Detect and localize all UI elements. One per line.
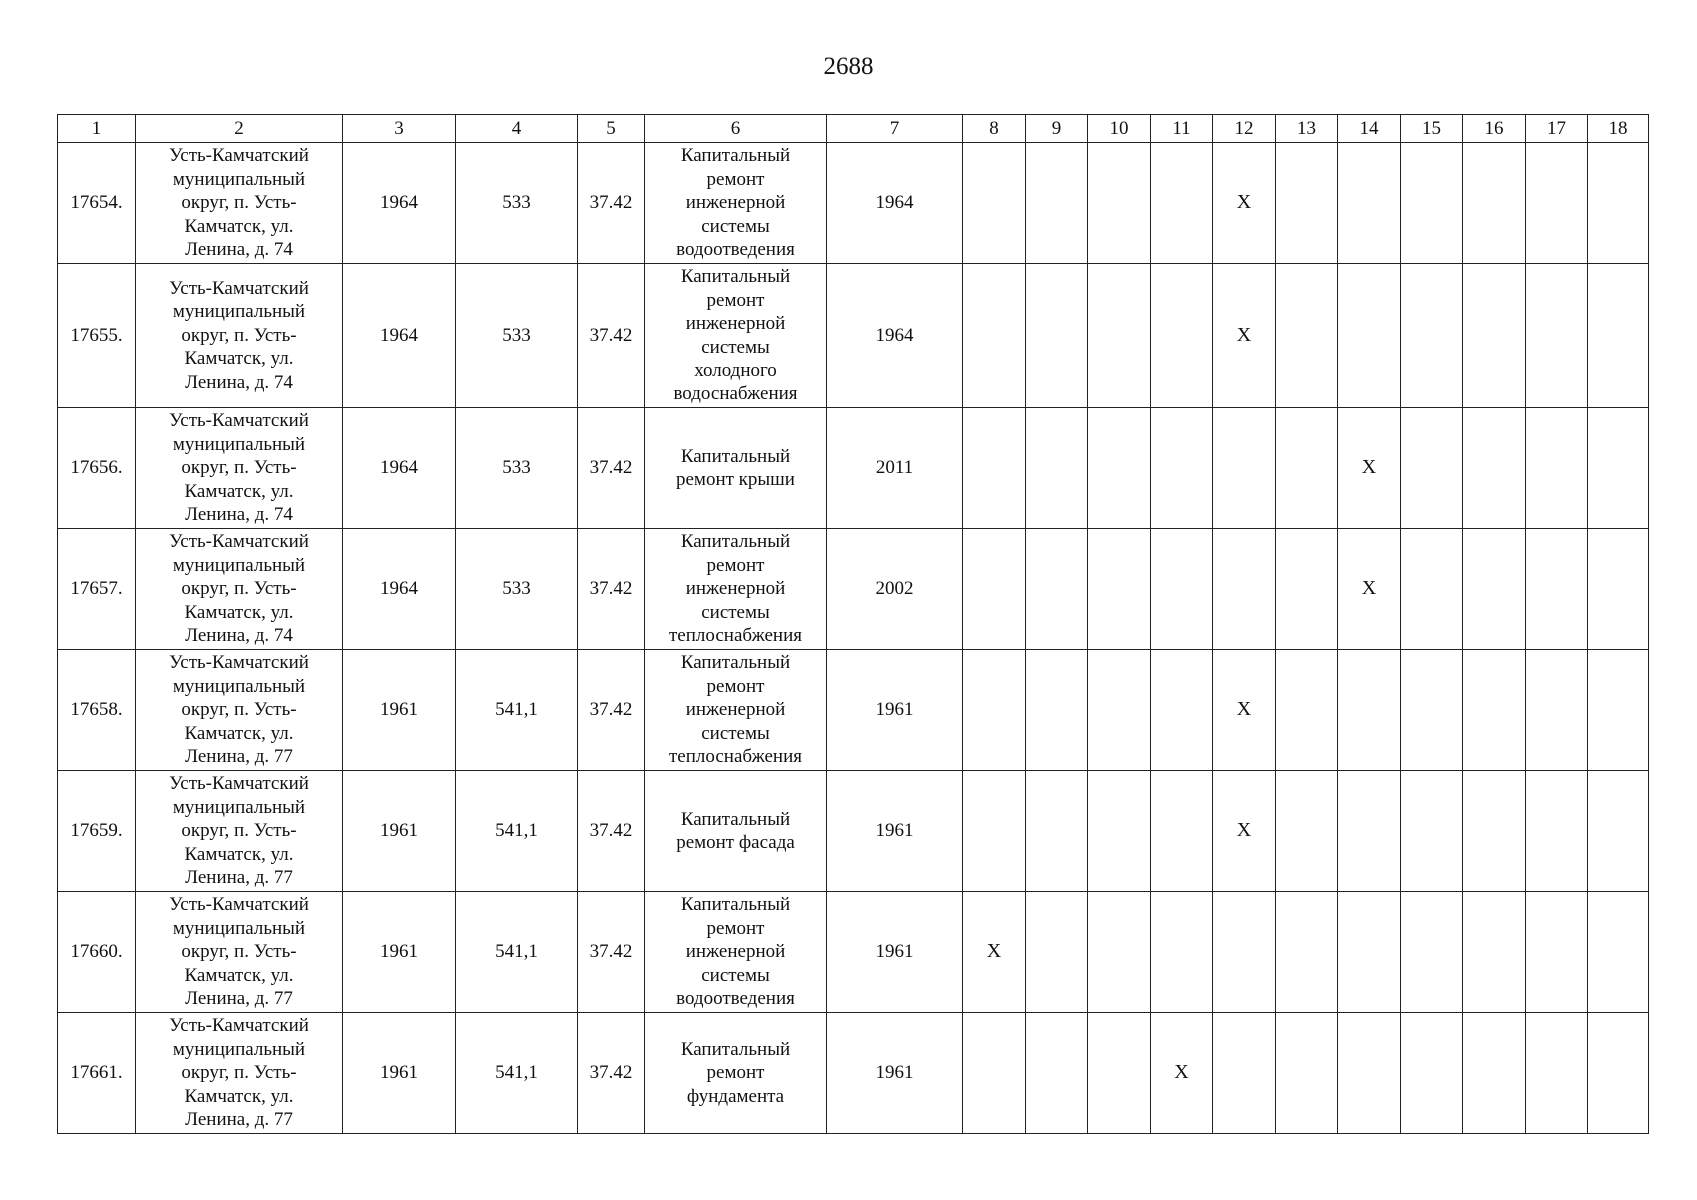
column-header-13: 13: [1276, 115, 1338, 143]
row-number-cell: 17658.: [58, 650, 136, 771]
period-mark: X: [1361, 577, 1377, 600]
period-mark: X: [1361, 456, 1377, 479]
period-cell-8: [963, 264, 1026, 408]
address-cell-line: округ, п. Усть-: [181, 457, 297, 479]
work-type-cell-line: ремонт фасада: [676, 832, 795, 853]
address-cell-line: округ, п. Усть-: [181, 699, 297, 721]
year-built-cell: 1961: [343, 1013, 456, 1134]
year-built-cell: 1961: [343, 892, 456, 1013]
period-cell-13: [1276, 143, 1338, 264]
code-cell: 37.42: [578, 771, 645, 892]
area-cell: 541,1: [456, 650, 578, 771]
column-header-4: 4: [456, 115, 578, 143]
period-cell-13: [1276, 1013, 1338, 1134]
period-cell-9: [1026, 143, 1088, 264]
address-cell-line: муниципальный: [172, 675, 306, 697]
period-cell-16: [1463, 1013, 1526, 1134]
address-cell-line: округ, п. Усть-: [181, 820, 297, 842]
row-number-cell: 17659.: [58, 771, 136, 892]
address-cell-line: Ленина, д. 77: [185, 1109, 293, 1131]
address-cell: [136, 771, 343, 892]
column-header-14: 14: [1338, 115, 1401, 143]
period-cell-16: [1463, 892, 1526, 1013]
work-type-cell-line: инженерной: [685, 941, 786, 963]
address-cell-line: Камчатск, ул.: [184, 480, 294, 502]
period-mark: X: [1236, 191, 1252, 214]
address-cell-line: округ, п. Усть-: [181, 941, 297, 963]
area-cell: 541,1: [456, 771, 578, 892]
work-type-cell-line: ремонт: [706, 554, 765, 576]
period-mark-cell-14: [1338, 529, 1401, 650]
work-type-cell-line: Капитальный: [680, 652, 791, 674]
column-header-7: 7: [827, 115, 963, 143]
work-type-cell: [645, 892, 827, 1013]
period-mark-cell-14: [1338, 408, 1401, 529]
column-header-15: 15: [1401, 115, 1463, 143]
address-cell-line: Камчатск, ул.: [184, 215, 294, 237]
period-cell-14: [1338, 650, 1401, 771]
period-cell-11: [1151, 771, 1213, 892]
period-mark-cell-12: [1213, 264, 1276, 408]
period-cell-8: [963, 1013, 1026, 1134]
period-cell-16: [1463, 771, 1526, 892]
period-cell-17: [1526, 408, 1588, 529]
period-cell-10: [1088, 529, 1151, 650]
period-cell-15: [1401, 264, 1463, 408]
period-cell-11: [1151, 650, 1213, 771]
address-cell-line: Камчатск, ул.: [184, 722, 294, 744]
period-cell-10: [1088, 143, 1151, 264]
period-cell-14: [1338, 143, 1401, 264]
work-type-cell-line: инженерной: [685, 313, 786, 335]
area-cell: 533: [456, 408, 578, 529]
period-cell-13: [1276, 892, 1338, 1013]
address-cell-line: Усть-Камчатский: [169, 894, 309, 916]
row-number-cell: 17654.: [58, 143, 136, 264]
address-cell-line: округ, п. Усть-: [181, 324, 297, 346]
period-mark: X: [1174, 1061, 1189, 1084]
period-cell-18: [1588, 1013, 1649, 1134]
last-repair-year-cell: 2011: [827, 408, 963, 529]
address-cell-line: Усть-Камчатский: [169, 1015, 309, 1037]
period-cell-17: [1526, 650, 1588, 771]
repair-register-table: [57, 114, 1649, 1134]
column-header-1: 1: [58, 115, 136, 143]
table-body: [58, 143, 1649, 1134]
table-row: [58, 264, 1649, 408]
address-cell: [136, 529, 343, 650]
period-mark-cell-12: [1213, 143, 1276, 264]
address-cell-line: Усть-Камчатский: [169, 773, 309, 795]
period-cell-9: [1026, 650, 1088, 771]
column-header-18: 18: [1588, 115, 1649, 143]
column-number-header-row: [58, 115, 1649, 143]
period-cell-8: [963, 529, 1026, 650]
work-type-cell-line: водоотведения: [676, 988, 795, 1010]
column-header-12: 12: [1213, 115, 1276, 143]
work-type-cell: [645, 650, 827, 771]
work-type-cell-line: системы: [701, 601, 770, 623]
year-built-cell: 1964: [343, 408, 456, 529]
work-type-cell: [645, 1013, 827, 1134]
row-number-cell: 17657.: [58, 529, 136, 650]
work-type-cell-line: фундамента: [686, 1085, 785, 1107]
address-cell-line: округ, п. Усть-: [181, 1062, 297, 1084]
address-cell-line: Ленина, д. 77: [185, 988, 293, 1010]
address-cell-line: округ, п. Усть-: [181, 192, 297, 214]
year-built-cell: 1961: [343, 650, 456, 771]
period-cell-18: [1588, 529, 1649, 650]
last-repair-year-cell: 1961: [827, 1013, 963, 1134]
period-cell-9: [1026, 264, 1088, 408]
period-cell-16: [1463, 408, 1526, 529]
code-cell: 37.42: [578, 650, 645, 771]
work-type-cell: [645, 408, 827, 529]
period-cell-14: [1338, 264, 1401, 408]
period-cell-18: [1588, 408, 1649, 529]
last-repair-year-cell: 1961: [827, 650, 963, 771]
row-number-cell: 17660.: [58, 892, 136, 1013]
work-type-cell: [645, 529, 827, 650]
area-cell: 533: [456, 143, 578, 264]
period-cell-18: [1588, 892, 1649, 1013]
work-type-cell: [645, 143, 827, 264]
address-cell-line: Ленина, д. 74: [185, 239, 293, 261]
year-built-cell: 1964: [343, 143, 456, 264]
period-mark: X: [1236, 819, 1252, 842]
work-type-cell-line: Капитальный: [680, 1038, 791, 1060]
period-cell-15: [1401, 771, 1463, 892]
work-type-cell-line: ремонт: [706, 675, 765, 697]
last-repair-year-cell: 1964: [827, 264, 963, 408]
address-cell-line: Ленина, д. 77: [185, 746, 293, 768]
area-cell: 533: [456, 529, 578, 650]
address-cell-line: муниципальный: [172, 301, 306, 323]
work-type-cell-line: водоотведения: [676, 239, 795, 261]
period-cell-13: [1276, 264, 1338, 408]
table-row: [58, 143, 1649, 264]
address-cell-line: Усть-Камчатский: [169, 145, 309, 167]
period-cell-13: [1276, 529, 1338, 650]
work-type-cell-line: теплоснабжения: [669, 625, 802, 647]
address-cell: [136, 264, 343, 408]
address-cell-line: Камчатск, ул.: [184, 964, 294, 986]
period-cell-13: [1276, 771, 1338, 892]
period-cell-9: [1026, 408, 1088, 529]
period-cell-9: [1026, 771, 1088, 892]
period-mark: X: [1236, 698, 1252, 721]
table-row: [58, 650, 1649, 771]
table-row: [58, 771, 1649, 892]
period-mark-cell-12: [1213, 771, 1276, 892]
period-cell-9: [1026, 529, 1088, 650]
period-mark: X: [986, 940, 1002, 963]
period-cell-15: [1401, 408, 1463, 529]
work-type-cell-line: водоснабжения: [673, 383, 798, 405]
period-cell-15: [1401, 892, 1463, 1013]
column-header-3: 3: [343, 115, 456, 143]
period-cell-8: [963, 143, 1026, 264]
period-cell-8: [963, 771, 1026, 892]
period-cell-17: [1526, 264, 1588, 408]
table-row: [58, 1013, 1649, 1134]
period-cell-18: [1588, 771, 1649, 892]
period-cell-12: [1213, 892, 1276, 1013]
period-cell-13: [1276, 650, 1338, 771]
work-type-cell-line: системы: [701, 964, 770, 986]
period-cell-17: [1526, 771, 1588, 892]
address-cell: [136, 143, 343, 264]
address-cell-line: Усть-Камчатский: [169, 652, 309, 674]
work-type-cell-line: Капитальный: [680, 894, 791, 916]
period-cell-9: [1026, 892, 1088, 1013]
column-header-17: 17: [1526, 115, 1588, 143]
period-cell-11: [1151, 892, 1213, 1013]
code-cell: 37.42: [578, 408, 645, 529]
work-type-cell: [645, 771, 827, 892]
work-type-cell-line: холодного: [694, 359, 777, 381]
code-cell: 37.42: [578, 892, 645, 1013]
period-cell-15: [1401, 529, 1463, 650]
column-header-10: 10: [1088, 115, 1151, 143]
page-number: 2688: [823, 53, 874, 80]
period-mark-cell-11: [1151, 1013, 1213, 1134]
period-cell-11: [1151, 529, 1213, 650]
period-cell-10: [1088, 892, 1151, 1013]
period-cell-16: [1463, 143, 1526, 264]
address-cell-line: Ленина, д. 74: [185, 625, 293, 647]
address-cell-line: Усть-Камчатский: [169, 531, 309, 553]
period-cell-10: [1088, 1013, 1151, 1134]
period-mark-cell-8: [963, 892, 1026, 1013]
last-repair-year-cell: 1961: [827, 892, 963, 1013]
period-cell-17: [1526, 892, 1588, 1013]
address-cell: [136, 408, 343, 529]
address-cell-line: Камчатск, ул.: [184, 601, 294, 623]
column-header-16: 16: [1463, 115, 1526, 143]
period-cell-14: [1338, 1013, 1401, 1134]
last-repair-year-cell: 2002: [827, 529, 963, 650]
period-cell-15: [1401, 650, 1463, 771]
address-cell-line: Камчатск, ул.: [184, 1085, 294, 1107]
period-cell-18: [1588, 264, 1649, 408]
work-type-cell-line: ремонт: [706, 917, 765, 939]
work-type-cell-line: ремонт: [706, 168, 765, 190]
work-type-cell-line: теплоснабжения: [669, 746, 802, 768]
period-cell-17: [1526, 1013, 1588, 1134]
period-cell-11: [1151, 264, 1213, 408]
code-cell: 37.42: [578, 264, 645, 408]
work-type-cell: [645, 264, 827, 408]
table-row: [58, 529, 1649, 650]
period-cell-16: [1463, 650, 1526, 771]
period-cell-17: [1526, 529, 1588, 650]
code-cell: 37.42: [578, 143, 645, 264]
area-cell: 533: [456, 264, 578, 408]
period-cell-18: [1588, 650, 1649, 771]
address-cell-line: муниципальный: [172, 1038, 306, 1060]
address-cell-line: муниципальный: [172, 554, 306, 576]
row-number-cell: 17661.: [58, 1013, 136, 1134]
last-repair-year-cell: 1964: [827, 143, 963, 264]
address-cell-line: Ленина, д. 74: [185, 504, 293, 526]
period-cell-10: [1088, 650, 1151, 771]
period-cell-8: [963, 408, 1026, 529]
period-cell-8: [963, 650, 1026, 771]
column-header-2: 2: [136, 115, 343, 143]
area-cell: 541,1: [456, 1013, 578, 1134]
column-header-8: 8: [963, 115, 1026, 143]
work-type-cell-line: Капитальный: [680, 145, 791, 167]
period-cell-16: [1463, 264, 1526, 408]
table-row: [58, 892, 1649, 1013]
work-type-cell-line: ремонт: [706, 289, 765, 311]
period-cell-9: [1026, 1013, 1088, 1134]
work-type-cell-line: инженерной: [685, 192, 786, 214]
address-cell: [136, 1013, 343, 1134]
address-cell-line: муниципальный: [172, 433, 306, 455]
period-cell-12: [1213, 408, 1276, 529]
column-header-9: 9: [1026, 115, 1088, 143]
period-cell-18: [1588, 143, 1649, 264]
work-type-cell-line: ремонт: [706, 1062, 765, 1084]
area-cell: 541,1: [456, 892, 578, 1013]
address-cell-line: муниципальный: [172, 168, 306, 190]
year-built-cell: 1961: [343, 771, 456, 892]
last-repair-year-cell: 1961: [827, 771, 963, 892]
address-cell-line: муниципальный: [172, 917, 306, 939]
work-type-cell-line: системы: [701, 215, 770, 237]
table-row: [58, 408, 1649, 529]
period-cell-11: [1151, 408, 1213, 529]
period-cell-10: [1088, 264, 1151, 408]
period-cell-17: [1526, 143, 1588, 264]
address-cell-line: Усть-Камчатский: [169, 410, 309, 432]
period-cell-14: [1338, 892, 1401, 1013]
period-cell-15: [1401, 1013, 1463, 1134]
row-number-cell: 17656.: [58, 408, 136, 529]
period-cell-13: [1276, 408, 1338, 529]
address-cell: [136, 892, 343, 1013]
work-type-cell-line: системы: [701, 336, 770, 358]
work-type-cell-line: Капитальный: [680, 808, 791, 830]
period-mark-cell-12: [1213, 650, 1276, 771]
address-cell-line: округ, п. Усть-: [181, 578, 297, 600]
period-cell-10: [1088, 408, 1151, 529]
period-cell-12: [1213, 529, 1276, 650]
code-cell: 37.42: [578, 529, 645, 650]
address-cell-line: Усть-Камчатский: [169, 277, 309, 299]
period-cell-10: [1088, 771, 1151, 892]
address-cell-line: Ленина, д. 77: [185, 867, 293, 889]
work-type-cell-line: Капитальный: [680, 266, 791, 288]
work-type-cell-line: системы: [701, 722, 770, 744]
period-cell-16: [1463, 529, 1526, 650]
column-header-5: 5: [578, 115, 645, 143]
work-type-cell-line: инженерной: [685, 699, 786, 721]
period-cell-15: [1401, 143, 1463, 264]
address-cell: [136, 650, 343, 771]
address-cell-line: муниципальный: [172, 796, 306, 818]
column-header-11: 11: [1151, 115, 1213, 143]
address-cell-line: Камчатск, ул.: [184, 843, 294, 865]
work-type-cell-line: Капитальный: [680, 445, 791, 467]
code-cell: 37.42: [578, 1013, 645, 1134]
address-cell-line: Ленина, д. 74: [185, 371, 293, 393]
work-type-cell-line: ремонт крыши: [676, 469, 795, 490]
work-type-cell-line: инженерной: [685, 578, 786, 600]
column-header-6: 6: [645, 115, 827, 143]
year-built-cell: 1964: [343, 264, 456, 408]
work-type-cell-line: Капитальный: [680, 531, 791, 553]
row-number-cell: 17655.: [58, 264, 136, 408]
year-built-cell: 1964: [343, 529, 456, 650]
period-cell-14: [1338, 771, 1401, 892]
period-cell-11: [1151, 143, 1213, 264]
period-cell-12: [1213, 1013, 1276, 1134]
address-cell-line: Камчатск, ул.: [184, 348, 294, 370]
period-mark: X: [1236, 323, 1252, 346]
